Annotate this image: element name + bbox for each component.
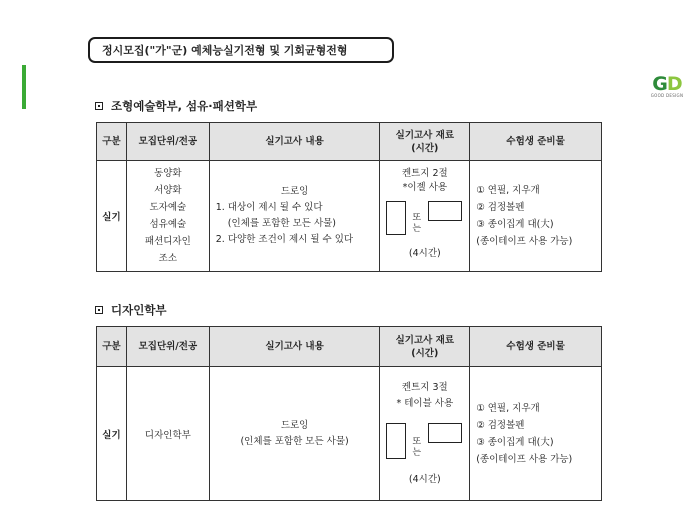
content-line: (인체를 포함한 모든 사물) — [227, 218, 337, 229]
header-materials — [380, 123, 470, 161]
header-content: 실기고사 내용 — [209, 327, 380, 367]
major-item: 동양화 — [154, 168, 182, 179]
majors-cell — [126, 161, 209, 272]
supply-item: ① 연필, 지우개 — [476, 402, 540, 414]
supply-item: ② 검정볼펜 — [476, 202, 525, 213]
or-label: 또 는 — [412, 213, 422, 234]
landscape-paper-diagram — [428, 201, 462, 221]
header-major: 모집단위/전공 — [126, 123, 209, 161]
paper-size: 켄트지 2절 — [401, 168, 448, 179]
landscape-paper-diagram — [428, 423, 462, 443]
section2-title — [95, 302, 167, 318]
major-item: 섬유예술 — [149, 219, 187, 230]
header-category: 구분 — [97, 123, 127, 161]
supply-item: ③ 종이집게 대(大) — [476, 219, 554, 230]
header-category: 구분 — [97, 327, 127, 367]
supply-item: ③ 종이집게 대(大) — [476, 436, 554, 448]
supply-item: ① 연필, 지우개 — [476, 185, 540, 196]
header-supplies: 수험생 준비물 — [470, 123, 602, 161]
or-label: 또 는 — [412, 437, 422, 458]
square-bullet-icon — [95, 306, 103, 314]
materials-cell — [380, 161, 470, 272]
supplies-cell — [470, 161, 602, 272]
exam-time: (4시간) — [408, 248, 441, 259]
section2-title-text: 디자인학부 — [111, 303, 167, 317]
section2-table — [96, 326, 602, 501]
content-heading: 드로잉 — [280, 419, 309, 431]
supply-item: ② 검정볼펜 — [476, 419, 525, 431]
category-cell: 실기 — [97, 161, 127, 272]
category-cell: 실기 — [97, 367, 127, 501]
square-bullet-icon — [95, 102, 103, 110]
easel-note: *이젤 사용 — [402, 182, 448, 193]
major-item: 조소 — [158, 253, 178, 264]
materials-cell — [380, 367, 470, 501]
supply-item: (종이테이프 사용 가능) — [476, 236, 573, 247]
accent-bar — [22, 65, 26, 109]
major-item: 도자예술 — [149, 202, 187, 213]
content-line: 2. 다양한 조건이 제시 될 수 있다 — [215, 234, 354, 245]
header-materials-text: 실기고사 재료 (시간) — [395, 334, 454, 359]
section1-table — [96, 122, 602, 272]
supplies-cell — [470, 367, 602, 501]
gd-logo: GD GOOD DESIGN — [643, 73, 691, 98]
major-item: 패션디자인 — [144, 236, 191, 247]
table-note: * 테이블 사용 — [396, 398, 454, 409]
portrait-paper-diagram — [386, 423, 406, 459]
content-line: (인체를 포함한 모든 사물) — [240, 435, 349, 447]
major-item: 서양화 — [154, 185, 182, 196]
header-major: 모집단위/전공 — [126, 327, 209, 367]
content-heading: 드로잉 — [280, 186, 309, 197]
content-line: 1. 대상이 제시 될 수 있다 — [215, 202, 323, 213]
header-content: 실기고사 내용 — [209, 123, 380, 161]
header-supplies: 수험생 준비물 — [470, 327, 602, 367]
header-materials-text: 실기고사 재료 (시간) — [395, 129, 455, 154]
content-cell — [209, 367, 380, 501]
supply-item: (종이테이프 사용 가능) — [476, 453, 573, 465]
logo-tagline: GOOD DESIGN — [650, 93, 684, 98]
exam-time: (4시간) — [408, 474, 441, 485]
paper-size: 켄트지 3절 — [401, 382, 448, 393]
header-materials — [380, 327, 470, 367]
page-title: 정시모집("가"군) 예체능실기전형 및 기회균형전형 — [88, 37, 394, 63]
section1-title-text: 조형예술학부, 섬유·패션학부 — [111, 99, 258, 113]
majors-cell: 디자인학부 — [126, 367, 209, 501]
portrait-paper-diagram — [386, 201, 406, 235]
content-cell — [209, 161, 380, 272]
section1-title — [95, 98, 257, 114]
